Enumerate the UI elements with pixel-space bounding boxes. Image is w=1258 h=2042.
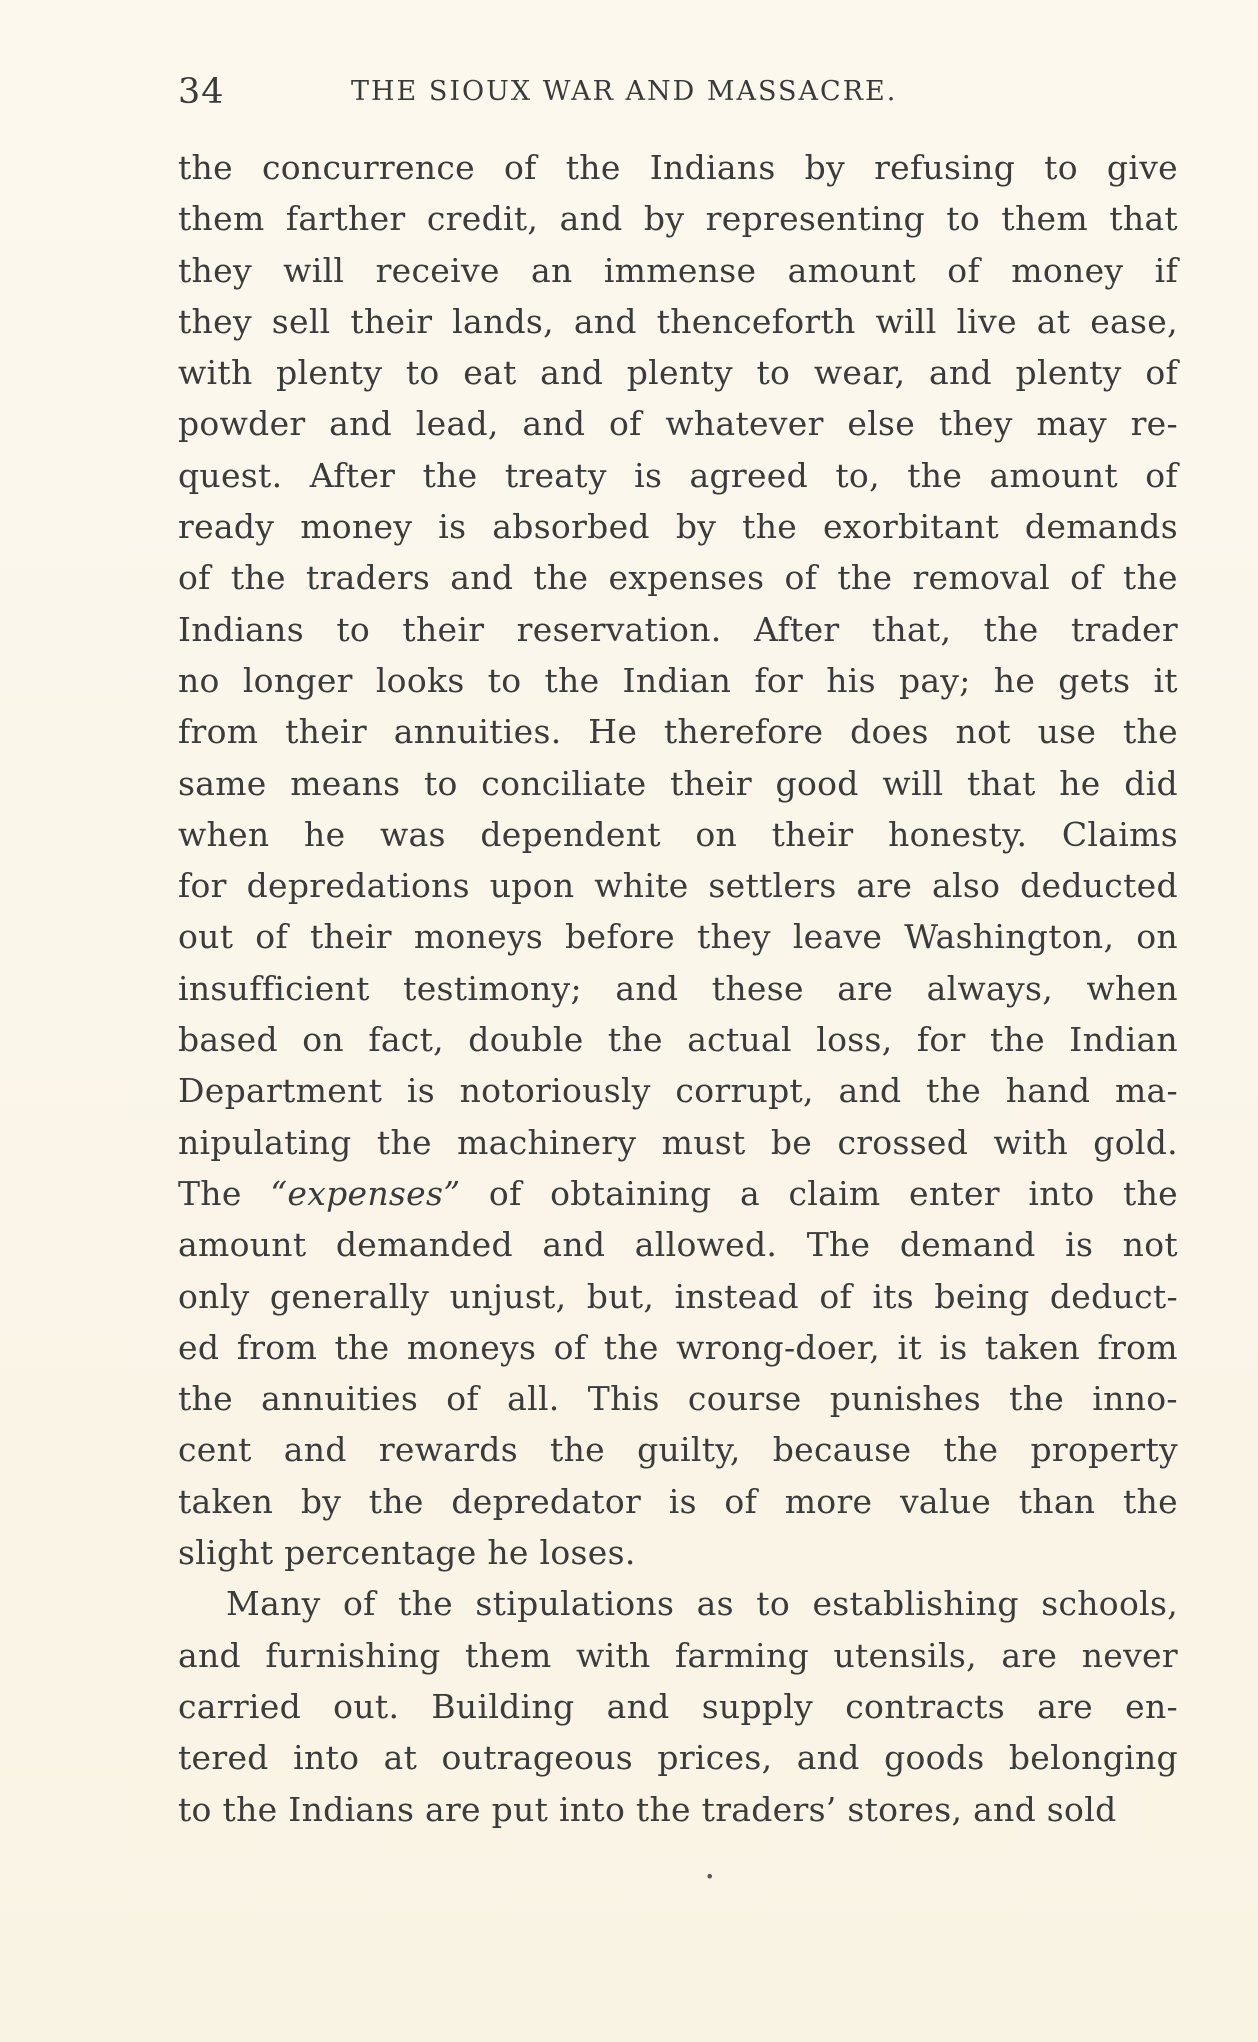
text-line: quest. After the treaty is agreed to, the amount of bbox=[178, 455, 1178, 495]
text-line: the annuities of all. This course punishes the inno- bbox=[178, 1379, 1178, 1419]
text-line: with plenty to eat and plenty to wear, and plenty of bbox=[178, 353, 1178, 393]
text-line: of the traders and the expenses of the removal of the bbox=[178, 558, 1178, 598]
text-line: to the Indians are put into the traders’ stores, and sold bbox=[178, 1789, 1117, 1829]
text-line: from their annuities. He therefore does not use the bbox=[178, 712, 1178, 752]
text-line: amount demanded and allowed. The demand is not bbox=[178, 1225, 1178, 1265]
text-line: slight percentage he loses. bbox=[178, 1533, 636, 1573]
text-line: same means to conciliate their good will that he did bbox=[178, 763, 1178, 803]
text-line: when he was dependent on their honesty. Claims bbox=[178, 814, 1178, 854]
text-line: ready money is absorbed by the exorbitant demands bbox=[178, 507, 1178, 547]
ink-speck: • bbox=[705, 1867, 715, 1886]
running-title: THE SIOUX WAR AND MASSACRE. bbox=[351, 76, 898, 107]
text-line: and furnishing them with farming utensils, are never bbox=[178, 1635, 1178, 1675]
text-line: carried out. Building and supply contracts are en- bbox=[178, 1686, 1178, 1726]
text-line: for depredations upon white settlers are also deducted bbox=[178, 866, 1178, 906]
text-line: they will receive an immense amount of money if bbox=[178, 250, 1178, 290]
running-head bbox=[178, 72, 1178, 122]
text-line: out of their moneys before they leave Washington, on bbox=[178, 917, 1178, 957]
text-line: Department is notoriously corrupt, and the hand ma- bbox=[178, 1071, 1178, 1111]
text-line: nipulating the machinery must be crossed with gold. bbox=[178, 1122, 1178, 1162]
text-line: only generally unjust, but, instead of its being deduct- bbox=[178, 1276, 1178, 1316]
text-line: Many of the stipulations as to establishing schools, bbox=[226, 1584, 1178, 1624]
text-line: Indians to their reservation. After that, the trader bbox=[178, 609, 1178, 649]
text-line: The “expenses” of obtaining a claim enter into the bbox=[178, 1173, 1178, 1213]
body-text bbox=[178, 142, 1178, 1835]
text-line: taken by the depredator is of more value than the bbox=[178, 1481, 1178, 1521]
text-line: they sell their lands, and thenceforth will live at ease, bbox=[178, 301, 1178, 341]
text-line: them farther credit, and by representing to them that bbox=[178, 199, 1178, 239]
text-line: no longer looks to the Indian for his pay; he gets it bbox=[178, 660, 1178, 700]
page-number: 34 bbox=[178, 72, 225, 112]
text-line: powder and lead, and of whatever else they may re- bbox=[178, 404, 1178, 444]
text-line: the concurrence of the Indians by refusing to give bbox=[178, 148, 1178, 187]
text-line: insufficient testimony; and these are always, when bbox=[178, 968, 1178, 1008]
text-line: based on fact, double the actual loss, for the Indian bbox=[178, 1020, 1178, 1060]
text-line: ed from the moneys of the wrong-doer, it is taken from bbox=[178, 1327, 1178, 1367]
text-line: tered into at outrageous prices, and goods belonging bbox=[178, 1738, 1178, 1778]
text-line: cent and rewards the guilty, because the property bbox=[178, 1430, 1178, 1470]
